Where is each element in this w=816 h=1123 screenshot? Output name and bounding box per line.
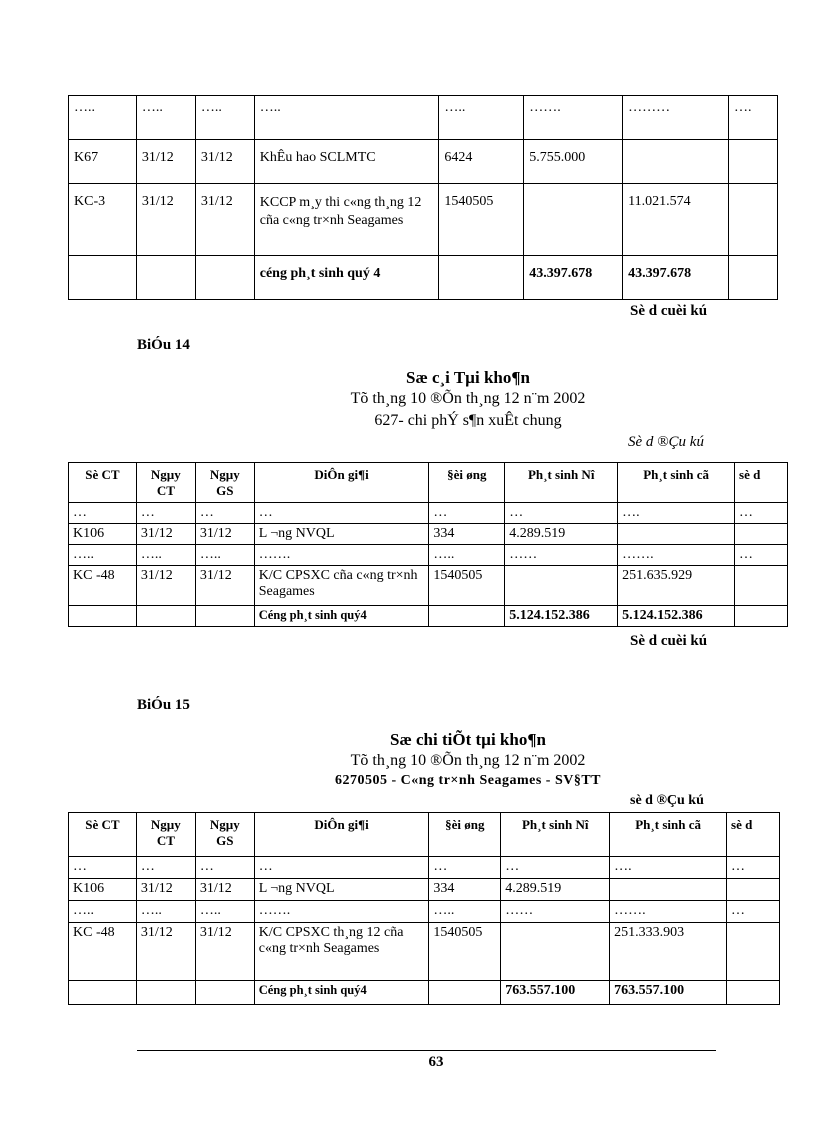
total-label: céng ph¸t sinh quý 4 [254,256,439,300]
cell [729,256,778,300]
column-header: Ph¸t sinh cã [610,813,727,857]
cell: … [136,503,195,524]
section-label: BiÓu 15 [137,697,190,713]
cell: … [195,857,254,879]
table-row [69,857,780,879]
cell: KhÊu hao SCLMTC [254,140,439,184]
cell: K/C CPSXC th¸ng 12 cña c«ng tr×nh Seagames [254,923,429,981]
cell: … [69,857,137,879]
cell [195,981,254,1005]
cell: K67 [69,140,137,184]
cell [735,524,788,545]
cell: ….. [429,545,505,566]
total-credit: 5.124.152.386 [618,606,735,627]
cell: 31/12 [136,524,195,545]
table-row [69,545,788,566]
cell [69,256,137,300]
cell: 1540505 [429,923,501,981]
total-label: Céng ph¸t sinh quý4 [254,606,429,627]
cell: ….. [429,901,501,923]
detail-ledger-table [68,812,780,1005]
column-header: Ngµy GS [195,463,254,503]
table-row [69,923,780,981]
cell: ….. [254,96,439,140]
total-credit: 43.397.678 [623,256,729,300]
cell: 5.755.000 [524,140,623,184]
table-header-row [69,813,780,857]
cell: 31/12 [136,566,195,606]
cell: ……. [524,96,623,140]
ledger-table [68,462,788,627]
cell: …. [618,503,735,524]
cell [727,879,780,901]
cell: 31/12 [136,923,195,981]
table-continuation [68,95,778,300]
cell [735,606,788,627]
table-row [69,96,778,140]
column-header: sè d [727,813,780,857]
cell: … [735,545,788,566]
column-header: Sè CT [69,463,137,503]
total-credit: 763.557.100 [610,981,727,1005]
cell: ……… [623,96,729,140]
cell [610,879,727,901]
period-text: Tõ th¸ng 10 ®Õn th¸ng 12 n¨m 2002 [350,752,586,769]
cell: 31/12 [136,184,195,256]
cell: … [429,857,501,879]
cell: … [69,503,137,524]
cell: K/C CPSXC cña c«ng tr×nh Seagames [254,566,429,606]
cell: ….. [439,96,524,140]
cell [727,981,780,1005]
cell [439,256,524,300]
table-row [69,879,780,901]
cell [195,256,254,300]
cell [195,606,254,627]
cell [729,184,778,256]
cell: K106 [69,524,137,545]
opening-balance-note: Sè d ®Çu kú [628,434,704,450]
cell: ….. [69,901,137,923]
cell: ……. [610,901,727,923]
cell: …… [505,545,618,566]
cell [524,184,623,256]
cell: ….. [136,545,195,566]
column-header: DiÔn gi¶i [254,463,429,503]
cell: 4.289.519 [501,879,610,901]
cell: KC -48 [69,566,137,606]
cell: ……. [254,901,429,923]
account-text: 6270505 - C«ng tr×nh Seagames - SV§TT [334,773,602,788]
cell: … [254,503,429,524]
cell [623,140,729,184]
cell: … [735,503,788,524]
column-header: Ngµy GS [195,813,254,857]
cell: 31/12 [195,566,254,606]
cell: K106 [69,879,137,901]
page-title: Sæ chi tiÕt tµi kho¶n [390,730,546,749]
column-header: Sè CT [69,813,137,857]
cell: 31/12 [195,184,254,256]
cell: … [727,857,780,879]
cell: 334 [429,879,501,901]
cell: …. [610,857,727,879]
cell: 251.333.903 [610,923,727,981]
cell: 31/12 [195,923,254,981]
cell: ….. [195,96,254,140]
cell: ….. [69,96,137,140]
cell: … [429,503,505,524]
cell [429,981,501,1005]
table-row [69,184,778,256]
column-header: §èi øng [429,813,501,857]
cell [501,923,610,981]
cell: 251.635.929 [618,566,735,606]
total-debit: 763.557.100 [501,981,610,1005]
table-row [69,981,780,1005]
cell: 1540505 [439,184,524,256]
cell: … [501,857,610,879]
cell: 6424 [439,140,524,184]
cell: KC -48 [69,923,137,981]
table-row [69,566,788,606]
cell: ….. [69,545,137,566]
closing-balance-note: Sè d cuèi kú [630,633,708,649]
table-row [69,524,788,545]
cell [727,923,780,981]
cell: KCCP m¸y thi c«ng th¸ng 12 cña c«ng tr×nh Seagames [254,184,439,256]
cell: …… [501,901,610,923]
column-header: sè d [735,463,788,503]
cell: 31/12 [195,140,254,184]
cell: … [195,503,254,524]
column-header: Ph¸t sinh Nî [501,813,610,857]
cell: L ¬ng NVQL [254,879,429,901]
table-row [69,140,778,184]
cell [505,566,618,606]
page-title: Sæ c¸i Tµi kho¶n [405,368,530,387]
cell [735,566,788,606]
column-header: DiÔn gi¶i [254,813,429,857]
table-row [69,901,780,923]
cell [136,981,195,1005]
cell: … [505,503,618,524]
footer-divider [137,1050,716,1051]
table-header-row [69,463,788,503]
page-number: 63 [428,1054,444,1070]
table-row [69,606,788,627]
cell: ……. [254,545,429,566]
column-header: Ph¸t sinh cã [618,463,735,503]
cell: … [136,857,195,879]
table-row [69,503,788,524]
cell: 31/12 [136,140,195,184]
column-header: Ngµy CT [136,813,195,857]
cell: …. [729,96,778,140]
table-row [69,256,778,300]
cell [69,981,137,1005]
cell [136,606,195,627]
cell: ….. [136,901,195,923]
account-text: 627- chi phÝ s¶n xuÊt chung [374,412,562,429]
column-header: Ph¸t sinh Nî [505,463,618,503]
cell: 31/12 [136,879,195,901]
cell [729,140,778,184]
cell: 334 [429,524,505,545]
cell: L ¬ng NVQL [254,524,429,545]
cell [618,524,735,545]
cell [136,256,195,300]
total-debit: 5.124.152.386 [505,606,618,627]
cell: 11.021.574 [623,184,729,256]
cell: ……. [618,545,735,566]
cell: … [727,901,780,923]
closing-balance-note: Sè d cuèi kú [630,303,708,319]
cell: ….. [195,901,254,923]
cell: 31/12 [195,524,254,545]
cell: ….. [195,545,254,566]
cell [69,606,137,627]
opening-balance-note: sè d ®Çu kú [630,793,704,808]
cell: KC-3 [69,184,137,256]
column-header: Ngµy CT [136,463,195,503]
period-text: Tõ th¸ng 10 ®Õn th¸ng 12 n¨m 2002 [350,390,586,407]
cell: 4.289.519 [505,524,618,545]
cell: ….. [136,96,195,140]
column-header: §èi øng [429,463,505,503]
cell: 1540505 [429,566,505,606]
cell: … [254,857,429,879]
total-label: Céng ph¸t sinh quý4 [254,981,429,1005]
cell [429,606,505,627]
total-debit: 43.397.678 [524,256,623,300]
cell: 31/12 [195,879,254,901]
section-label: BiÓu 14 [137,337,190,353]
